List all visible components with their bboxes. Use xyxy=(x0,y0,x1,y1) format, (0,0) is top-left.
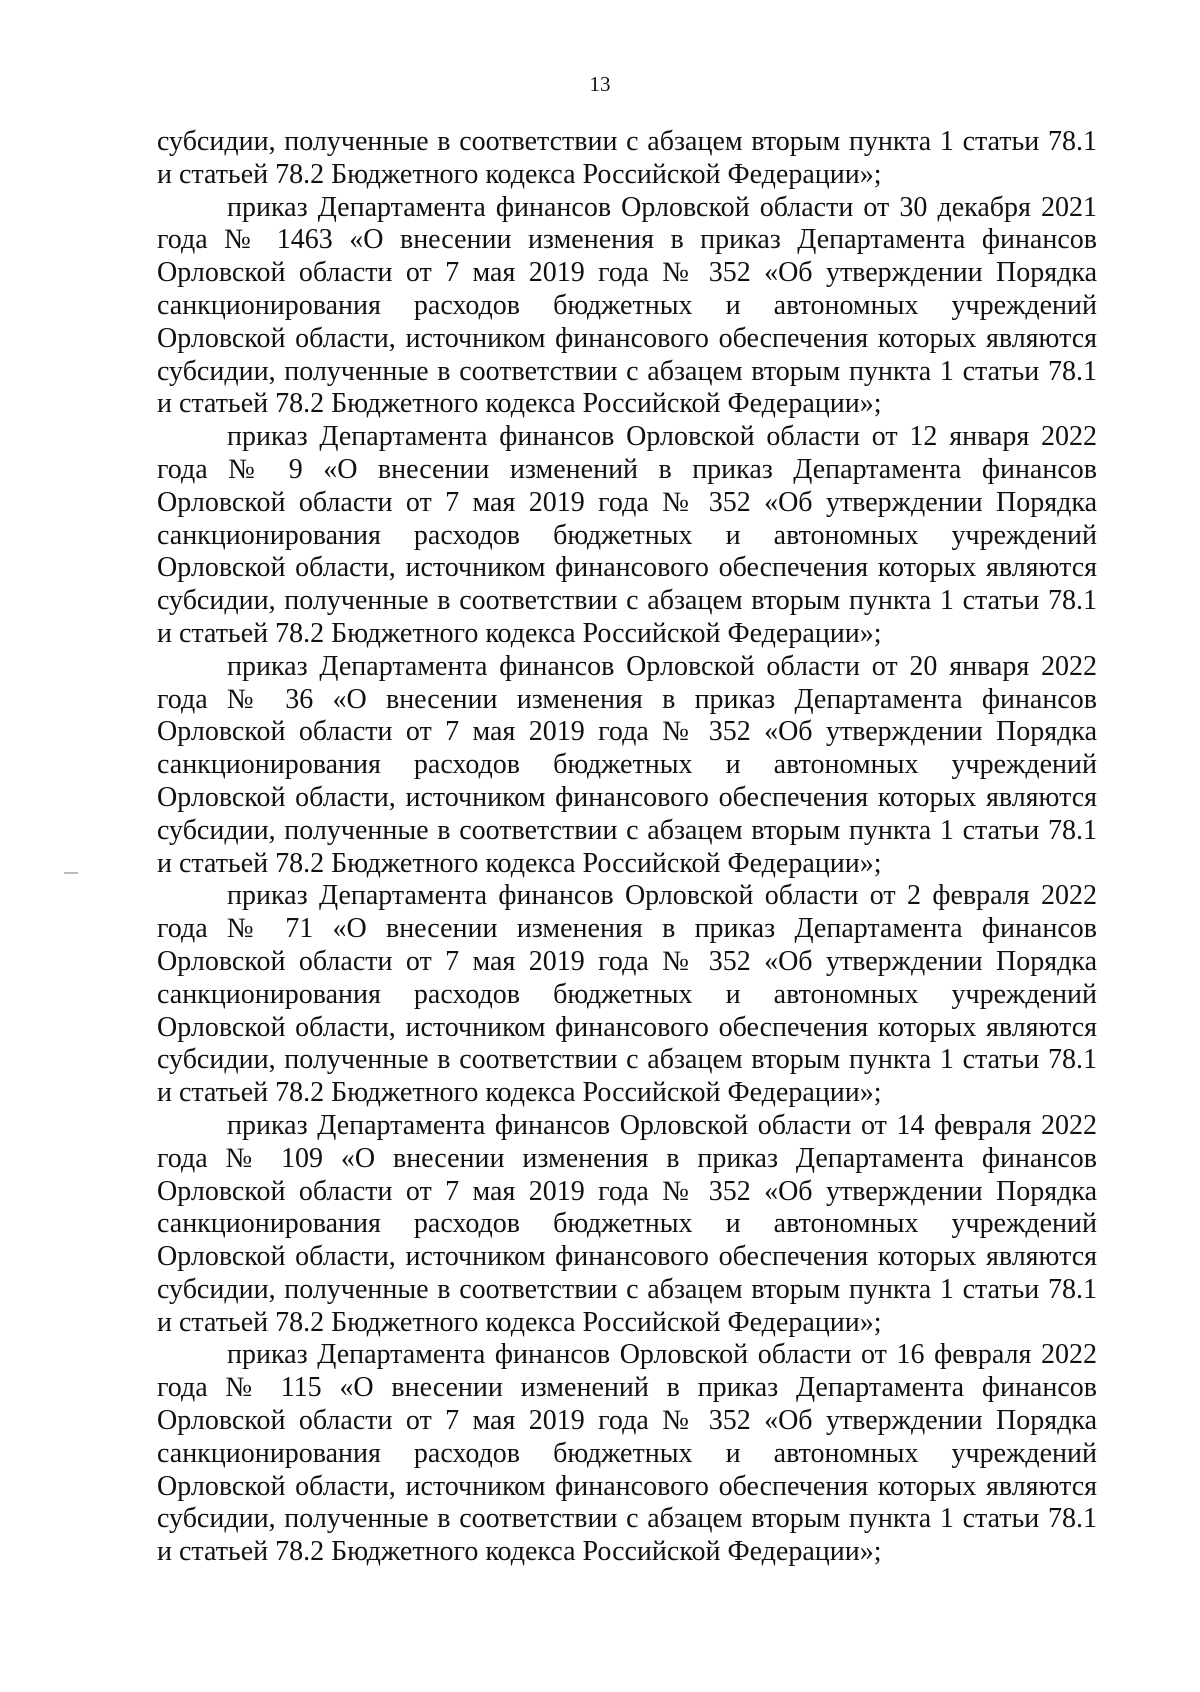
text-line: субсидии, полученные в соответствии с абзацем вторым пункта 1 статьи 78.1 xyxy=(157,1503,1097,1535)
text-line: и статьей 78.2 Бюджетного кодекса Российской Федерации»; xyxy=(157,1536,882,1568)
document-body xyxy=(157,126,1097,1569)
text-line: Орловской области, источником финансового обеспечения которых являются xyxy=(157,781,1097,813)
text-line: года № 9 «О внесении изменений в приказ Департамента финансов xyxy=(157,453,1097,485)
text-line: приказ Департамента финансов Орловской области от 14 февраля 2022 xyxy=(227,1109,1097,1141)
text-line: субсидии, полученные в соответствии с абзацем вторым пункта 1 статьи 78.1 xyxy=(157,355,1097,387)
text-line: санкционирования расходов бюджетных и автономных учреждений xyxy=(157,1437,1097,1469)
text-line: Орловской области от 7 мая 2019 года № 352 «Об утверждении Порядка xyxy=(157,486,1097,518)
text-line: года № 1463 «О внесении изменения в приказ Департамента финансов xyxy=(157,224,1097,256)
text-line: Орловской области от 7 мая 2019 года № 352 «Об утверждении Порядка xyxy=(157,716,1097,748)
text-line: года № 36 «О внесении изменения в приказ Департамента финансов xyxy=(157,683,1097,715)
text-line: и статьей 78.2 Бюджетного кодекса Российской Федерации»; xyxy=(157,388,882,420)
text-line: и статьей 78.2 Бюджетного кодекса Российской Федерации»; xyxy=(157,847,882,879)
text-line: Орловской области от 7 мая 2019 года № 352 «Об утверждении Порядка xyxy=(157,1175,1097,1207)
text-line: санкционирования расходов бюджетных и автономных учреждений xyxy=(157,519,1097,551)
order-paragraph xyxy=(157,421,1097,651)
order-paragraph xyxy=(157,192,1097,422)
text-line: Орловской области от 7 мая 2019 года № 352 «Об утверждении Порядка xyxy=(157,945,1097,977)
text-line: приказ Департамента финансов Орловской области от 30 декабря 2021 xyxy=(227,191,1097,223)
page-number: 13 xyxy=(589,72,611,96)
order-paragraph xyxy=(157,1110,1097,1340)
text-line: субсидии, полученные в соответствии с абзацем вторым пункта 1 статьи 78.1 xyxy=(157,585,1097,617)
text-line: приказ Департамента финансов Орловской области от 16 февраля 2022 xyxy=(227,1339,1097,1371)
text-line: приказ Департамента финансов Орловской области от 20 января 2022 xyxy=(227,650,1097,682)
margin-scan-mark xyxy=(64,872,78,874)
text-line: Орловской области, источником финансового обеспечения которых являются xyxy=(157,1011,1097,1043)
text-line: Орловской области от 7 мая 2019 года № 352 «Об утверждении Порядка xyxy=(157,1405,1097,1437)
order-paragraph xyxy=(157,651,1097,881)
order-paragraph xyxy=(157,880,1097,1110)
text-line: субсидии, полученные в соответствии с абзацем вторым пункта 1 статьи 78.1 xyxy=(157,1044,1097,1076)
text-line: года № 115 «О внесении изменений в приказ Департамента финансов xyxy=(157,1372,1097,1404)
text-line: и статьей 78.2 Бюджетного кодекса Российской Федерации»; xyxy=(157,617,882,649)
order-paragraph xyxy=(157,1339,1097,1569)
order-list xyxy=(157,192,1097,1569)
text-line: санкционирования расходов бюджетных и автономных учреждений xyxy=(157,1208,1097,1240)
text-line: санкционирования расходов бюджетных и автономных учреждений xyxy=(157,978,1097,1010)
text-line: года № 71 «О внесении изменения в приказ Департамента финансов xyxy=(157,913,1097,945)
text-line: Орловской области, источником финансового обеспечения которых являются xyxy=(157,1470,1097,1502)
text-line: Орловской области, источником финансового обеспечения которых являются xyxy=(157,552,1097,584)
continuation-paragraph xyxy=(157,126,1097,192)
text-line: санкционирования расходов бюджетных и автономных учреждений xyxy=(157,749,1097,781)
text-line: санкционирования расходов бюджетных и автономных учреждений xyxy=(157,289,1097,321)
text-line: Орловской области, источником финансового обеспечения которых являются xyxy=(157,322,1097,354)
text-line: субсидии, полученные в соответствии с абзацем вторым пункта 1 статьи 78.1 xyxy=(157,126,1097,157)
text-line: приказ Департамента финансов Орловской области от 2 февраля 2022 xyxy=(227,880,1097,912)
text-line: и статьей 78.2 Бюджетного кодекса Российской Федерации»; xyxy=(157,1077,882,1109)
text-line: субсидии, полученные в соответствии с абзацем вторым пункта 1 статьи 78.1 xyxy=(157,814,1097,846)
text-line: субсидии, полученные в соответствии с абзацем вторым пункта 1 статьи 78.1 xyxy=(157,1273,1097,1305)
text-line: и статьей 78.2 Бюджетного кодекса Российской Федерации»; xyxy=(157,158,882,190)
text-line: года № 109 «О внесении изменения в приказ Департамента финансов xyxy=(157,1142,1097,1174)
text-line: Орловской области, источником финансового обеспечения которых являются xyxy=(157,1241,1097,1273)
text-line: Орловской области от 7 мая 2019 года № 352 «Об утверждении Порядка xyxy=(157,257,1097,289)
text-line: и статьей 78.2 Бюджетного кодекса Российской Федерации»; xyxy=(157,1306,882,1338)
text-line: приказ Департамента финансов Орловской области от 12 января 2022 xyxy=(227,421,1097,453)
